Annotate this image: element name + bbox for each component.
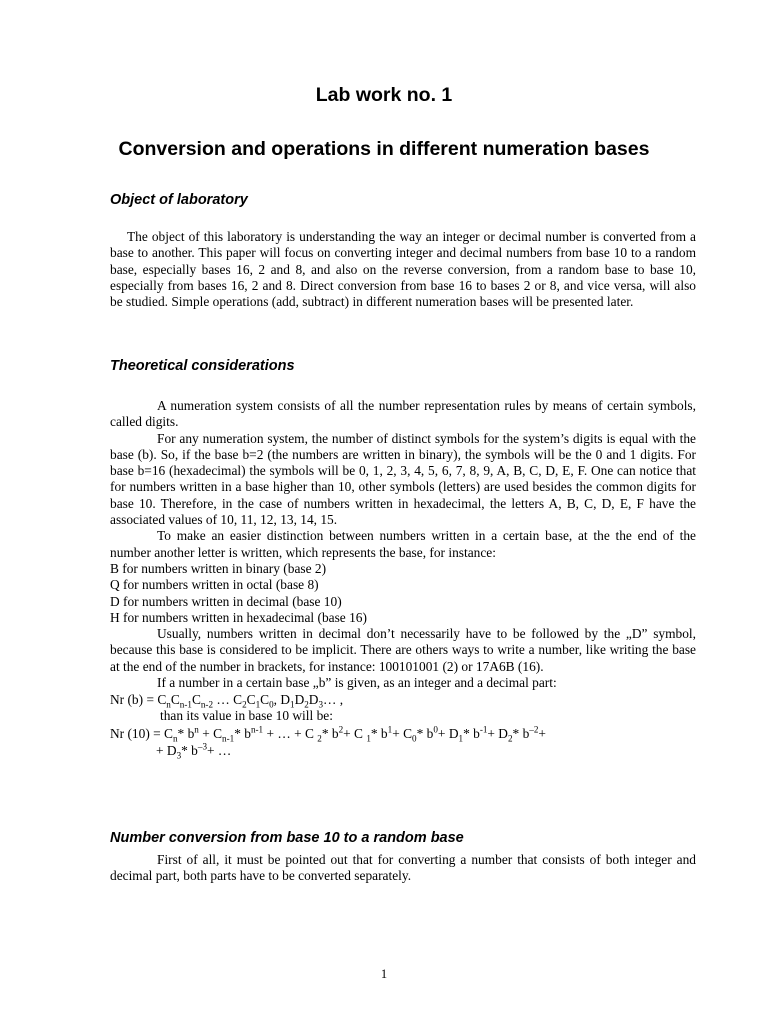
list-item: D for numbers written in decimal (base 10) [110,593,342,609]
number-representation-formula: Nr $(b) = C_nC_{n-1}C_{n-2}$ … $C_2C_1C_0$, $D_1D_2D_3\dots$ , [110,692,344,711]
base10-value-formula-continued: + $D_3*$ $b^{-3}+$ … [156,741,232,761]
conversion-section [110,852,696,885]
list-item: H for numbers written in hexadecimal (base 16) [110,609,367,625]
lab-subtitle: Conversion and operations in different numeration bases [118,138,650,160]
theory-paragraph-3: To make an easier distinction between numbers written in a certain base, at the the end of the number another letter is written, which represents the base, for instance: [110,528,696,560]
theory-paragraph-1: A numeration system consists of all the number representation rules by means of certain symbols, called digits. [110,398,696,430]
base10-value-formula: Nr $(10) = C_n*$ $b^n + C_{n-1}*$ $b^{n-1}$ + … + C $_2$* $b^2+ C$ $_1$* $b^1+ C_0*$ $b^0+ D_1*$ $b^{-1}+ D_2*$ $b^{-2}+$ [110,724,546,744]
lab-title: Lab work no. 1 [315,84,453,106]
object-section [110,229,696,310]
theory-paragraph-2: For any numeration system, the number of distinct symbols for the system’s digits is equal with the base (b). So, if the base b=2 (the numbers are written in binary), the symbols will be the 0 and 1 digits. For base b=16 (hexadecimal) the symbols will be 0, 1, 2, 3, 4, 5, 6, 7, 8, 9, A, B, C, D, E, F. One can notice that for numbers written in a base higher than 10, other symbols (letters) are used besides the common digits for base 10. Therefore, in the case of numbers written in hexadecimal, the letters A, B, C, D, E, F have the associated values of 10, 11, 12, 13, 14, 15. [110,430,696,528]
theory-section [110,398,696,759]
theory-paragraph-5: If a number in a certain base „b” is given, as an integer and a decimal part: [157,675,557,691]
section-heading-conversion: Number conversion from base 10 to a random base [110,830,464,846]
page-number: 1 [380,967,388,981]
section-heading-theory: Theoretical considerations [110,358,295,374]
object-paragraph: The object of this laboratory is understanding the way an integer or decimal number is converted from a base to another. This paper will focus on converting integer and decimal numbers from base 10 to a random base, especially bases 16, 2 and 8, and also on the reverse conversion, from a random base to base 10, especially from bases 16, 2 and 8. Direct conversion from base 16 to bases 2 or 8, and vice versa, will also be studied. Simple operations (add, subtract) in different numeration bases will be presented later. [110,229,696,310]
theory-paragraph-4: Usually, numbers written in decimal don’t necessarily have to be followed by the „D” symbol, because this base is considered to be implicit. There are others ways to write a number, like writing the base at the end of the number in brackets, for instance: 100101001 (2) or 17A6B (16). [110,626,696,674]
theory-paragraph-6: than its value in base 10 will be: [160,708,333,724]
section-heading-object: Object of laboratory [110,192,248,208]
conversion-paragraph: First of all, it must be pointed out that for converting a number that consists of both integer and decimal part, both parts have to be converted separately. [110,852,696,884]
list-item: Q for numbers written in octal (base 8) [110,577,319,593]
list-item: B for numbers written in binary (base 2) [110,560,327,576]
